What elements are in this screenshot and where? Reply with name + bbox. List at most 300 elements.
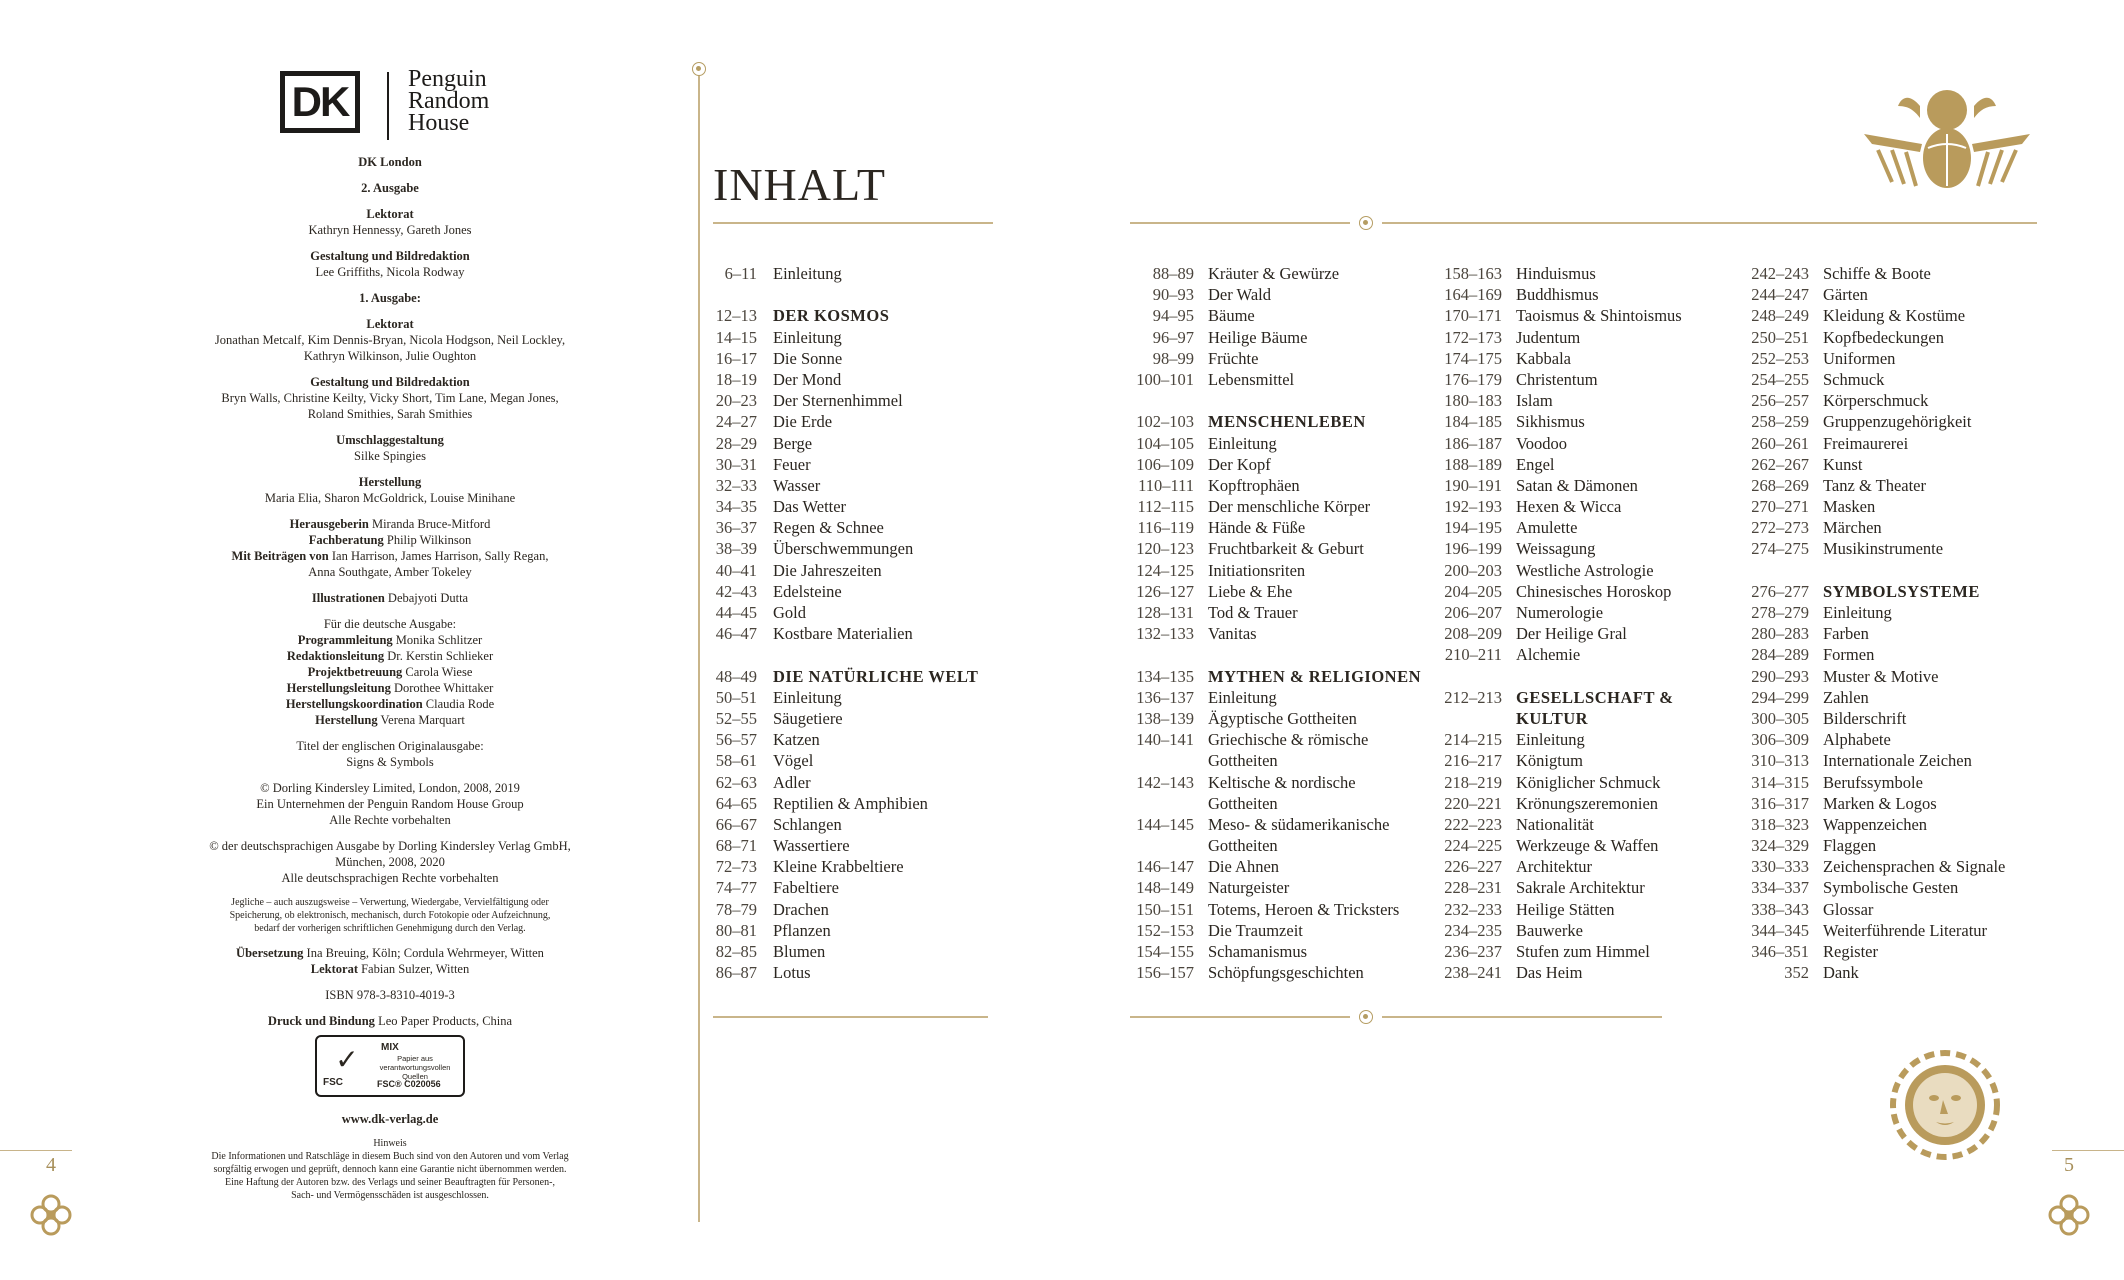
- toc-title: Lebensmittel: [1208, 369, 1295, 389]
- toc-page-range: 284–289: [1751, 645, 1809, 665]
- toc-entry: [1745, 390, 2045, 411]
- toc-title: Internationale Zeichen: [1823, 751, 1972, 771]
- imprint-line: [150, 961, 630, 977]
- toc-page-range: 254–255: [1751, 369, 1809, 389]
- toc-title: Werkzeuge & Waffen: [1516, 836, 1659, 856]
- imprint-line: [150, 316, 630, 332]
- imprint-text: Monika Schlitzer: [392, 633, 483, 647]
- toc-entry: [1130, 517, 1430, 538]
- toc-spacer: [713, 644, 1013, 665]
- toc-page-range: 104–105: [1136, 433, 1194, 453]
- toc-page-range: 14–15: [715, 327, 757, 347]
- toc-column-1: [713, 263, 1013, 983]
- toc-title: Alphabete: [1823, 730, 1891, 750]
- toc-page-range: 196–199: [1444, 539, 1502, 559]
- toc-entry: [1438, 369, 1738, 390]
- toc-title: Numerologie: [1516, 603, 1604, 622]
- toc-entry: [1438, 920, 1738, 941]
- imprint-role: Projektbetreuung: [307, 665, 403, 679]
- toc-section-heading: [1130, 411, 1430, 432]
- imprint-role: Druck und Bindung: [267, 1014, 375, 1028]
- toc-title: Gottheiten: [1208, 751, 1278, 771]
- toc-entry: [1745, 750, 2045, 771]
- imprint-text: Ein Unternehmen der Penguin Random House Group: [256, 797, 524, 811]
- toc-title: Feuer: [773, 454, 811, 474]
- toc-title: Gärten: [1823, 285, 1868, 305]
- toc-entry: [713, 411, 1013, 432]
- toc-entry: [1130, 454, 1430, 475]
- imprint-page: [150, 66, 630, 1202]
- toc-entry: [1438, 433, 1738, 454]
- toc-page-range: 228–231: [1444, 878, 1502, 898]
- toc-title: Die Ahnen: [1208, 857, 1280, 877]
- fsc-mix: MIX: [381, 1042, 399, 1053]
- toc-title: Bauwerke: [1516, 920, 1583, 940]
- toc-title: Keltische & nordische: [1208, 772, 1356, 792]
- spacer: [150, 580, 630, 590]
- toc-page-range: 152–153: [1136, 920, 1194, 940]
- toc-title: Schiffe & Boote: [1823, 264, 1931, 283]
- imprint-role: Mit Beiträgen von: [231, 549, 329, 563]
- toc-page-range: 148–149: [1136, 878, 1194, 898]
- toc-page-range: 250–251: [1751, 327, 1809, 347]
- toc-page-range: 66–67: [715, 814, 757, 834]
- toc-entry: [1438, 454, 1738, 475]
- toc-title: Hände & Füße: [1208, 518, 1306, 538]
- toc-page-range: 138–139: [1136, 708, 1194, 728]
- toc-title: Islam: [1516, 391, 1553, 411]
- toc-entry: [1438, 538, 1738, 559]
- toc-entry: [1438, 772, 1738, 793]
- toc-page-range: 102–103: [1136, 412, 1194, 432]
- imprint-text: Bryn Walls, Christine Keilty, Vicky Short, Tim Lane, Megan Jones,: [221, 391, 559, 405]
- toc-entry: [1745, 305, 2045, 326]
- spacer: [150, 1003, 630, 1013]
- spacer: [150, 238, 630, 248]
- toc-page-range: 248–249: [1751, 306, 1809, 326]
- spacer: [150, 728, 630, 738]
- toc-page-range: 56–57: [715, 730, 757, 750]
- toc-entry: [1438, 899, 1738, 920]
- toc-page-range: 46–47: [715, 624, 757, 644]
- imprint-line: [150, 870, 630, 886]
- toc-page-range: 334–337: [1751, 878, 1809, 898]
- toc-spacer: [1130, 644, 1430, 665]
- toc-title: Nationalität: [1516, 814, 1594, 834]
- toc-entry: [1130, 920, 1430, 941]
- toc-entry: [713, 729, 1013, 750]
- toc-entry: [1438, 284, 1738, 305]
- toc-spacer: [1745, 560, 2045, 581]
- toc-title: Schmuck: [1823, 369, 1885, 389]
- toc-title: MYTHEN & RELIGIONEN: [1208, 666, 1422, 686]
- toc-title: Weiterführende Literatur: [1823, 920, 1988, 940]
- toc-title: DER KOSMOS: [773, 306, 890, 326]
- toc-page-range: 206–207: [1444, 603, 1502, 622]
- toc-entry: [713, 327, 1013, 348]
- spacer: [150, 170, 630, 180]
- toc-entry: [713, 941, 1013, 962]
- spacer: [150, 196, 630, 206]
- toc-title: GESELLSCHAFT &: [1516, 687, 1674, 707]
- toc-entry: [1438, 962, 1738, 983]
- toc-title: Kleidung & Kostüme: [1823, 306, 1966, 326]
- toc-title: Der Heilige Gral: [1516, 624, 1627, 644]
- toc-page-range: 116–119: [1137, 518, 1194, 538]
- toc-title: Katzen: [773, 730, 820, 750]
- toc-title: Meso- & südamerikanische: [1208, 814, 1390, 834]
- toc-title: Gold: [773, 603, 806, 622]
- toc-page-range: 82–85: [715, 942, 757, 961]
- imprint-role: 1. Ausgabe:: [359, 291, 421, 305]
- website: www.dk-verlag.de: [341, 1112, 439, 1126]
- top-rule: [1382, 222, 2037, 224]
- toc-entry: [1438, 390, 1738, 411]
- spacer: [150, 977, 630, 987]
- imprint-text: ISBN 978-3-8310-4019-3: [325, 988, 455, 1002]
- imprint-text: © der deutschsprachigen Ausgabe by Dorling Kindersley Verlag GmbH,: [209, 839, 571, 853]
- toc-entry: [713, 623, 1013, 644]
- imprint-text: Verena Marquart: [377, 713, 465, 727]
- toc-title: Alchemie: [1516, 645, 1581, 665]
- toc-entry: [1745, 772, 2045, 793]
- imprint-role: Lektorat: [366, 207, 414, 221]
- toc-page-range: 212–213: [1444, 687, 1502, 707]
- spacer: [150, 422, 630, 432]
- imprint-line: [150, 474, 630, 490]
- toc-title: Einleitung: [1823, 603, 1892, 622]
- folio-right: 5: [2064, 1154, 2074, 1176]
- imprint-text: © Dorling Kindersley Limited, London, 2008, 2019: [260, 781, 520, 795]
- imprint-line: [150, 222, 630, 238]
- toc-entry: [1130, 369, 1430, 390]
- toc-title: Zahlen: [1823, 687, 1869, 707]
- toc-title: Regen & Schnee: [773, 518, 884, 538]
- imprint-text: Alle deutschsprachigen Rechte vorbehalten: [281, 871, 499, 885]
- toc-entry: [713, 856, 1013, 877]
- toc-page-range: 24–27: [715, 412, 757, 432]
- toc-section-heading: [1438, 687, 1738, 708]
- imprint-text: Maria Elia, Sharon McGoldrick, Louise Minihane: [264, 491, 516, 505]
- toc-entry: [713, 517, 1013, 538]
- toc-entry: [1130, 305, 1430, 326]
- toc-entry: [1438, 835, 1738, 856]
- toc-entry: [1438, 644, 1738, 665]
- toc-page-range: 64–65: [715, 793, 757, 813]
- imprint-text: Roland Smithies, Sarah Smithies: [307, 407, 473, 421]
- toc-title: Fabeltiere: [773, 878, 839, 898]
- page-title: INHALT: [713, 159, 886, 210]
- spacer: [150, 506, 630, 516]
- toc-title: Muster & Motive: [1823, 666, 1939, 686]
- toc-page-range: 156–157: [1136, 963, 1194, 983]
- toc-title: KULTUR: [1516, 708, 1589, 728]
- toc-page-range: 238–241: [1444, 963, 1502, 983]
- toc-title: Drachen: [773, 899, 829, 919]
- toc-title: Wappenzeichen: [1823, 814, 1928, 834]
- imprint-role: Fachberatung: [308, 533, 384, 547]
- toc-entry: [1130, 941, 1430, 962]
- toc-page-range: 6–11: [724, 264, 757, 283]
- toc-title: Vögel: [773, 751, 814, 771]
- toc-entry: [1130, 856, 1430, 877]
- imprint-line: [150, 548, 630, 564]
- toc-page-range: 310–313: [1751, 751, 1809, 771]
- logo-divider: [387, 72, 389, 140]
- imprint-role: Lektorat: [366, 317, 414, 331]
- toc-page-range: 218–219: [1444, 772, 1502, 792]
- toc-page-range: 142–143: [1136, 772, 1194, 792]
- toc-entry: [1745, 538, 2045, 559]
- toc-entry: [1130, 962, 1430, 983]
- toc-page-range: 16–17: [715, 348, 757, 368]
- toc-page-range: 20–23: [715, 391, 757, 411]
- rule-ornament: [1359, 1010, 1373, 1024]
- toc-title: Kunst: [1823, 454, 1863, 474]
- imprint-role: Umschlaggestaltung: [336, 433, 444, 447]
- toc-page-range: 344–345: [1751, 920, 1809, 940]
- fsc-description: Papier aus verantwortungsvollen Quellen: [379, 1054, 451, 1081]
- bottom-rule: [1130, 1016, 1350, 1018]
- toc-title: Westliche Astrologie: [1516, 560, 1654, 580]
- spacer: [150, 770, 630, 780]
- toc-entry: [1130, 475, 1430, 496]
- toc-page-range: 96–97: [1152, 327, 1194, 347]
- toc-page-range: 192–193: [1444, 497, 1502, 517]
- toc-entry: [713, 772, 1013, 793]
- toc-entry: [1745, 793, 2045, 814]
- toc-page-range: 314–315: [1751, 772, 1809, 792]
- imprint-line: [150, 738, 630, 754]
- imprint-role: 2. Ausgabe: [361, 181, 419, 195]
- toc-entry: [1745, 835, 2045, 856]
- toc-entry: [713, 348, 1013, 369]
- toc-page-range: 172–173: [1444, 327, 1502, 347]
- imprint-role: Gestaltung und Bildredaktion: [310, 249, 470, 263]
- toc-page-range: 150–151: [1136, 899, 1194, 919]
- toc-page-range: 50–51: [715, 687, 757, 707]
- toc-entry: [1438, 305, 1738, 326]
- toc-entry: [713, 602, 1013, 623]
- toc-entry: [713, 750, 1013, 771]
- imprint-line: [150, 532, 630, 548]
- toc-title: Uniformen: [1823, 348, 1896, 368]
- toc-title: Symbolische Gesten: [1823, 878, 1959, 898]
- imprint-line: [150, 922, 630, 935]
- toc-column-2: [1130, 263, 1430, 983]
- toc-entry: [1745, 263, 2045, 284]
- toc-page-range: 98–99: [1152, 348, 1194, 368]
- toc-entry: [1745, 433, 2045, 454]
- toc-page-range: 204–205: [1444, 581, 1502, 601]
- toc-page-range: 210–211: [1444, 645, 1502, 665]
- toc-page-range: 68–71: [715, 836, 757, 856]
- toc-entry: [1745, 644, 2045, 665]
- imprint-line: [150, 348, 630, 364]
- toc-entry: [1130, 877, 1430, 898]
- toc-spacer: [1130, 390, 1430, 411]
- toc-title: Körperschmuck: [1823, 391, 1929, 411]
- vertical-rule: [698, 72, 700, 1222]
- toc-title: Einleitung: [773, 264, 842, 283]
- bottom-rule: [1382, 1016, 1662, 1018]
- toc-title: Adler: [773, 772, 811, 792]
- toc-page-range: 256–257: [1751, 391, 1809, 411]
- toc-title: Hexen & Wicca: [1516, 497, 1622, 517]
- toc-page-range: 252–253: [1751, 348, 1809, 368]
- toc-title: Register: [1823, 942, 1878, 961]
- toc-entry: [1130, 602, 1430, 623]
- toc-page-range: 32–33: [715, 475, 757, 495]
- toc-page-range: 190–191: [1444, 475, 1502, 495]
- toc-title: Taoismus & Shintoismus: [1516, 306, 1682, 326]
- imprint-line: [150, 696, 630, 712]
- toc-entry: [1745, 496, 2045, 517]
- toc-page-range: 224–225: [1444, 836, 1502, 856]
- toc-title: Königlicher Schmuck: [1516, 772, 1661, 792]
- toc-page-range: 276–277: [1751, 581, 1809, 601]
- toc-entry: [1438, 623, 1738, 644]
- imprint-text: Leo Paper Products, China: [374, 1014, 513, 1028]
- fsc-code: FSC® C020056: [377, 1079, 441, 1089]
- toc-page-range: 236–237: [1444, 942, 1502, 961]
- toc-entry: [1130, 538, 1430, 559]
- toc-title: Masken: [1823, 497, 1876, 517]
- toc-entry: [1745, 348, 2045, 369]
- toc-page-range: 154–155: [1136, 942, 1194, 961]
- toc-page-range: 262–267: [1751, 454, 1809, 474]
- toc-entry: [1745, 708, 2045, 729]
- toc-title: Tanz & Theater: [1823, 475, 1926, 495]
- imprint-role: Lektorat: [310, 962, 358, 976]
- toc-entry: [1745, 856, 2045, 877]
- toc-page-range: 88–89: [1152, 264, 1194, 283]
- toc-page-range: 72–73: [715, 857, 757, 877]
- imprint-text: Silke Spingies: [354, 449, 426, 463]
- toc-entry: [1745, 941, 2045, 962]
- toc-entry: [1130, 772, 1430, 793]
- toc-title: Kräuter & Gewürze: [1208, 264, 1340, 283]
- imprint-text: Fabian Sulzer, Witten: [357, 962, 470, 976]
- toc-title: Der Kopf: [1208, 454, 1271, 474]
- toc-page-range: 294–299: [1751, 687, 1809, 707]
- toc-title: Amulette: [1516, 518, 1578, 538]
- toc-entry: [1130, 263, 1430, 284]
- toc-page-range: 234–235: [1444, 920, 1502, 940]
- toc-page-range: 90–93: [1152, 285, 1194, 305]
- toc-title: Musikinstrumente: [1823, 539, 1944, 559]
- toc-title: Chinesisches Horoskop: [1516, 581, 1672, 601]
- toc-title: Wassertiere: [773, 836, 850, 856]
- imprint-role: DK London: [358, 155, 422, 169]
- sun-face-icon: [1882, 1042, 2008, 1168]
- imprint-line: [150, 648, 630, 664]
- imprint-line: [150, 812, 630, 828]
- toc-entry: [1130, 623, 1430, 644]
- toc-page-range: 78–79: [715, 899, 757, 919]
- toc-entry: [1438, 856, 1738, 877]
- imprint-credits: [150, 154, 630, 1029]
- imprint-text: Signs & Symbols: [346, 755, 434, 769]
- toc-page-range: 290–293: [1751, 666, 1809, 686]
- imprint-role: Herstellung: [315, 713, 378, 727]
- toc-page-range: 44–45: [715, 603, 757, 622]
- toc-entry: [1745, 666, 2045, 687]
- imprint-role: Gestaltung und Bildredaktion: [310, 375, 470, 389]
- toc-title: Glossar: [1823, 899, 1874, 919]
- toc-title: Flaggen: [1823, 836, 1877, 856]
- rule-ornament: [692, 62, 706, 76]
- toc-entry: [1745, 899, 2045, 920]
- toc-entry: [1745, 623, 2045, 644]
- toc-page-range: 352: [1784, 963, 1809, 983]
- imprint-text: bedarf der vorherigen schriftlichen Genehmigung durch den Verlag.: [254, 923, 526, 934]
- toc-title: Gottheiten: [1208, 793, 1278, 813]
- toc-page-range: 42–43: [715, 581, 757, 601]
- folio-left: 4: [46, 1154, 56, 1176]
- toc-title: Gottheiten: [1208, 836, 1278, 856]
- toc-title: Der Sternenhimmel: [773, 391, 903, 411]
- toc-title: Dank: [1823, 963, 1859, 983]
- toc-page-range: 316–317: [1751, 793, 1809, 813]
- toc-page-range: 52–55: [715, 708, 757, 728]
- toc-entry: [1745, 962, 2045, 983]
- toc-entry: [1438, 411, 1738, 432]
- toc-entry: [1438, 729, 1738, 750]
- toc-spacer: [713, 284, 1013, 305]
- imprint-text: Ina Breuing, Köln; Cordula Wehrmeyer, Witten: [303, 946, 544, 960]
- toc-entry: [1745, 475, 2045, 496]
- toc-title: Säugetiere: [773, 708, 843, 728]
- toc-title: Totems, Heroen & Tricksters: [1208, 899, 1400, 919]
- toc-title: Der Mond: [773, 369, 842, 389]
- imprint-line: [150, 590, 630, 606]
- toc-title: Farben: [1823, 624, 1869, 644]
- toc-title: Bäume: [1208, 306, 1255, 326]
- toc-page-range: 300–305: [1751, 708, 1809, 728]
- fsc-label: FSC: [323, 1077, 343, 1088]
- toc-title: Der Wald: [1208, 285, 1271, 305]
- toc-title: Naturgeister: [1208, 878, 1290, 898]
- toc-page-range: 146–147: [1136, 857, 1194, 877]
- toc-entry-continuation: [1130, 835, 1430, 856]
- toc-entry: [1130, 687, 1430, 708]
- toc-title: Schlangen: [773, 814, 842, 834]
- toc-title: Die Sonne: [773, 348, 843, 368]
- toc-page-range: 232–233: [1444, 899, 1502, 919]
- imprint-line: [150, 264, 630, 280]
- toc-page-range: 174–175: [1444, 348, 1502, 368]
- spacer: [150, 306, 630, 316]
- flower-ornament-icon: [28, 1192, 74, 1238]
- imprint-text: Titel der englischen Originalausgabe:: [296, 739, 484, 753]
- imprint-text: Claudia Rode: [422, 697, 495, 711]
- toc-entry: [1130, 560, 1430, 581]
- toc-entry: [713, 793, 1013, 814]
- toc-page-range: 176–179: [1444, 369, 1502, 389]
- toc-title: Schamanismus: [1208, 942, 1307, 961]
- toc-entry: [1130, 581, 1430, 602]
- imprint-text: Alle Rechte vorbehalten: [329, 813, 451, 827]
- toc-page-range: 36–37: [715, 518, 757, 538]
- imprint-text: Ian Harrison, James Harrison, Sally Regan,: [328, 549, 549, 563]
- imprint-role: Herstellungsleitung: [286, 681, 391, 695]
- toc-page-range: 124–125: [1136, 560, 1194, 580]
- toc-page-range: 132–133: [1136, 624, 1194, 644]
- toc-page-range: 272–273: [1751, 518, 1809, 538]
- notice-title: Hinweis: [373, 1138, 407, 1149]
- toc-entry: [1130, 708, 1430, 729]
